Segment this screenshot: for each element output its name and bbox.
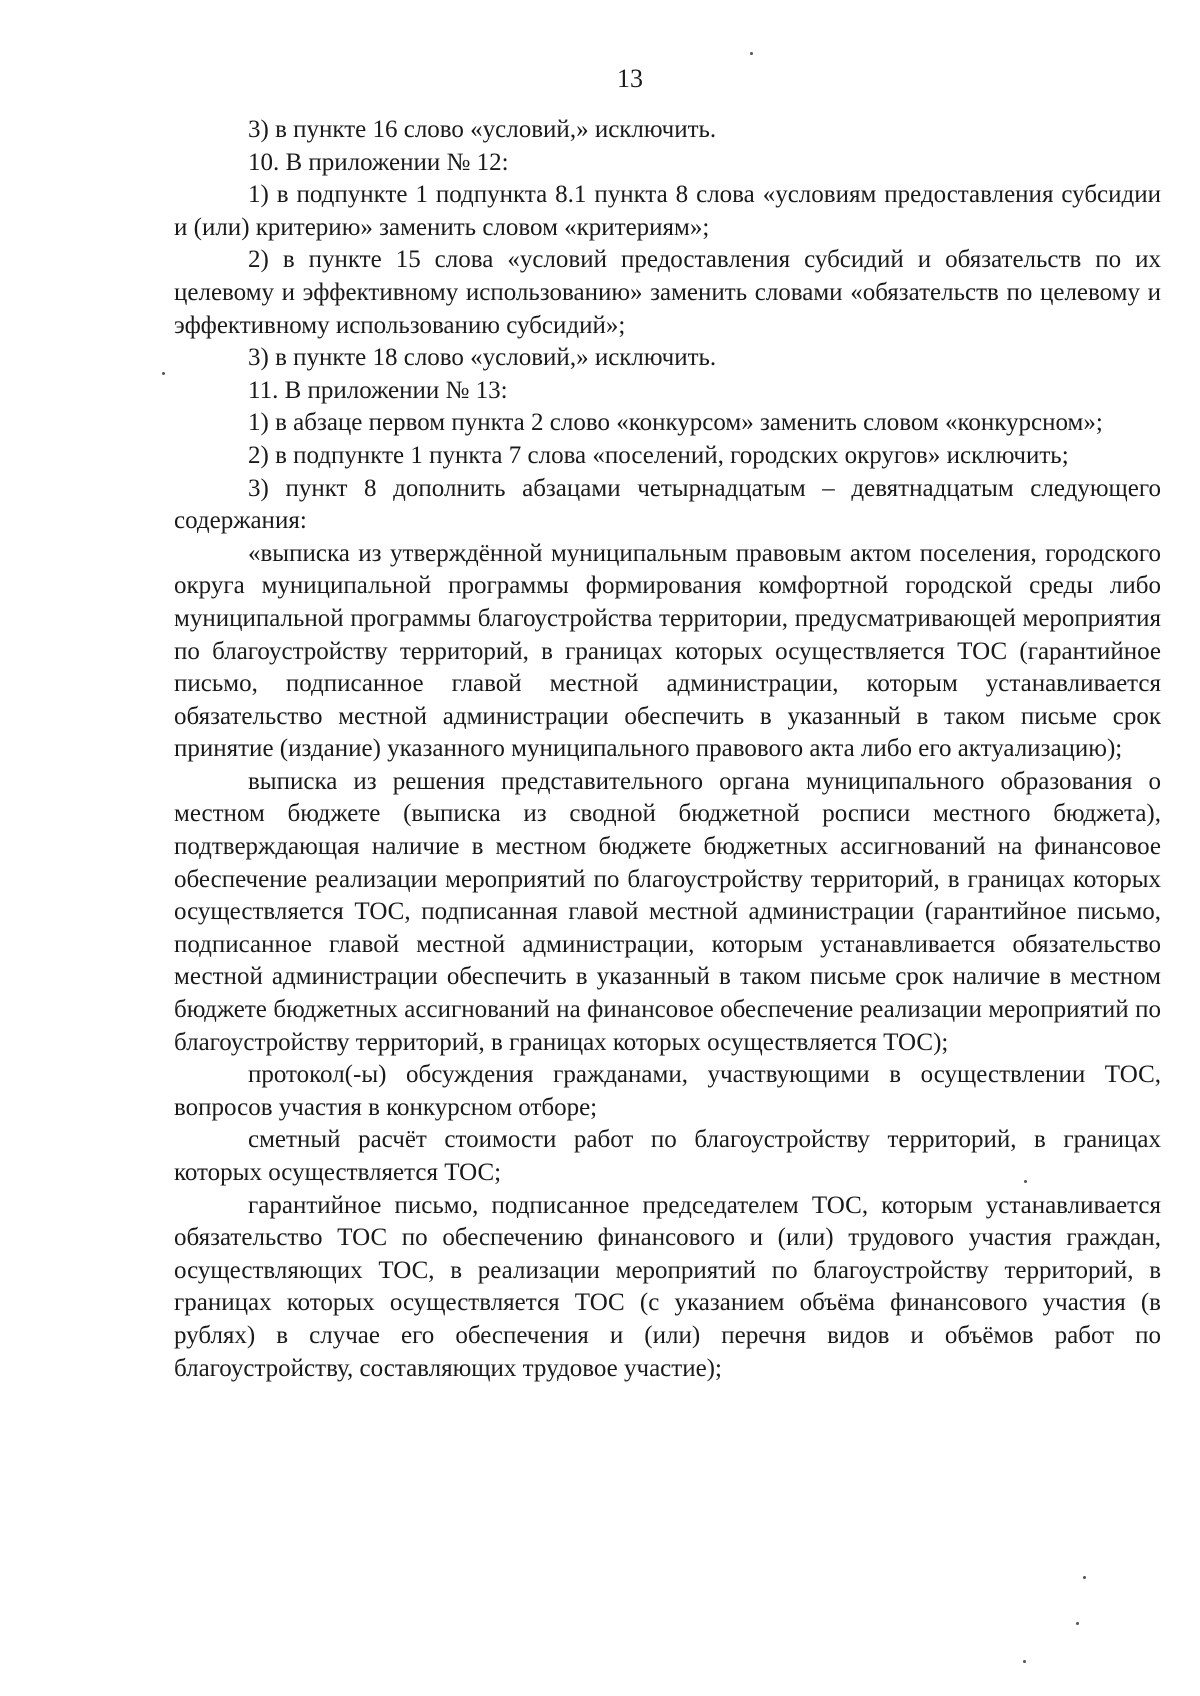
page-number: 13 <box>617 64 643 93</box>
scan-speck <box>1024 1180 1027 1183</box>
document-body <box>174 114 1161 1385</box>
paragraph-annex-12-item-1: 1) в подпункте 1 подпункта 8.1 пункта 8 слова «условиям предоставления субсидии и (или) критерию» заменить словом «критериям»; <box>174 181 1161 241</box>
scan-speck <box>750 52 753 55</box>
paragraph-quote-estimate: сметный расчёт стоимости работ по благоустройству территорий, в границах которых осуществляется ТОС; <box>174 1126 1161 1186</box>
scan-speck <box>162 372 165 375</box>
scan-speck <box>1023 1660 1026 1663</box>
paragraph-quote-protocol: протокол(-ы) обсуждения гражданами, участвующими в осуществлении ТОС, вопросов участия в конкурсном отборе; <box>174 1061 1161 1121</box>
scan-speck <box>1083 1576 1086 1579</box>
paragraph-quote-guarantee-letter: гарантийное письмо, подписанное председателем ТОС, которым устанавливается обязательство ТОС по обеспечению финансового и (или) трудового участия граждан, осуществляющих ТОС, в реализации мероприятий по благоустройству территорий, в границах которых осуществляется ТОС (с указанием объёма финансового участия (в рублях) в случае его обеспечения и (или) перечня видов и объёмов работ по благоустройству, составляющих трудовое участие); <box>174 1191 1161 1382</box>
paragraph-annex-12-item-3: 3) в пункте 18 слово «условий,» исключить. <box>248 344 717 372</box>
paragraph-quote-extract-budget: выписка из решения представительного органа муниципального образования о местном бюджете (выписка из сводной бюджетной росписи местного бюджета), подтверждающая наличие в местном бюджете бюджетных ассигнований на финансовое обеспечение реализации мероприятий по благоустройству территорий, в границах которых осуществляется ТОС, подписанная главой местной администрации (гарантийное письмо, подписанное главой местной администрации, которым устанавливается обязательство местной администрации обеспечить в указанный в таком письме срок наличие в местном бюджете бюджетных ассигнований на финансовое обеспечение реализации мероприятий по благоустройству территорий, в границах которых осуществляется ТОС); <box>174 767 1161 1056</box>
paragraph-annex-12-item-2: 2) в пункте 15 слова «условий предоставления субсидий и обязательств по их целевому и эффективному использованию» заменить словами «обязательств по целевому и эффективному использованию субсидий»; <box>174 246 1161 339</box>
paragraph-annex-13-item-3: 3) пункт 8 дополнить абзацами четырнадцатым – девятнадцатым следующего содержания: <box>174 474 1161 535</box>
paragraph-annex-13-heading: 11. В приложении № 13: <box>248 376 508 404</box>
scan-speck <box>1076 1622 1079 1625</box>
paragraph-item-3-point-16: 3) в пункте 16 слово «условий,» исключить. <box>248 116 717 143</box>
paragraph-annex-13-item-2: 2) в подпункте 1 пункта 7 слова «поселений, городских округов» исключить; <box>248 441 1069 469</box>
paragraph-annex-13-item-1: 1) в абзаце первом пункта 2 слово «конкурсом» заменить словом «конкурсном»; <box>248 409 1103 437</box>
paragraph-annex-12-heading: 10. В приложении № 12: <box>248 148 509 176</box>
paragraph-quote-extract-program: «выписка из утверждённой муниципальным правовым актом поселения, городского округа муниципальной программы формирования комфортной городской среды либо муниципальной программы благоустройства территории, предусматривающей мероприятия по благоустройству территорий, в границах которых осуществляется ТОС (гарантийное письмо, подписанное главой местной администрации, которым устанавливается обязательство местной администрации обеспечить в указанный в таком письме срок принятие (издание) указанного муниципального правового акта либо его актуализацию); <box>174 539 1161 763</box>
